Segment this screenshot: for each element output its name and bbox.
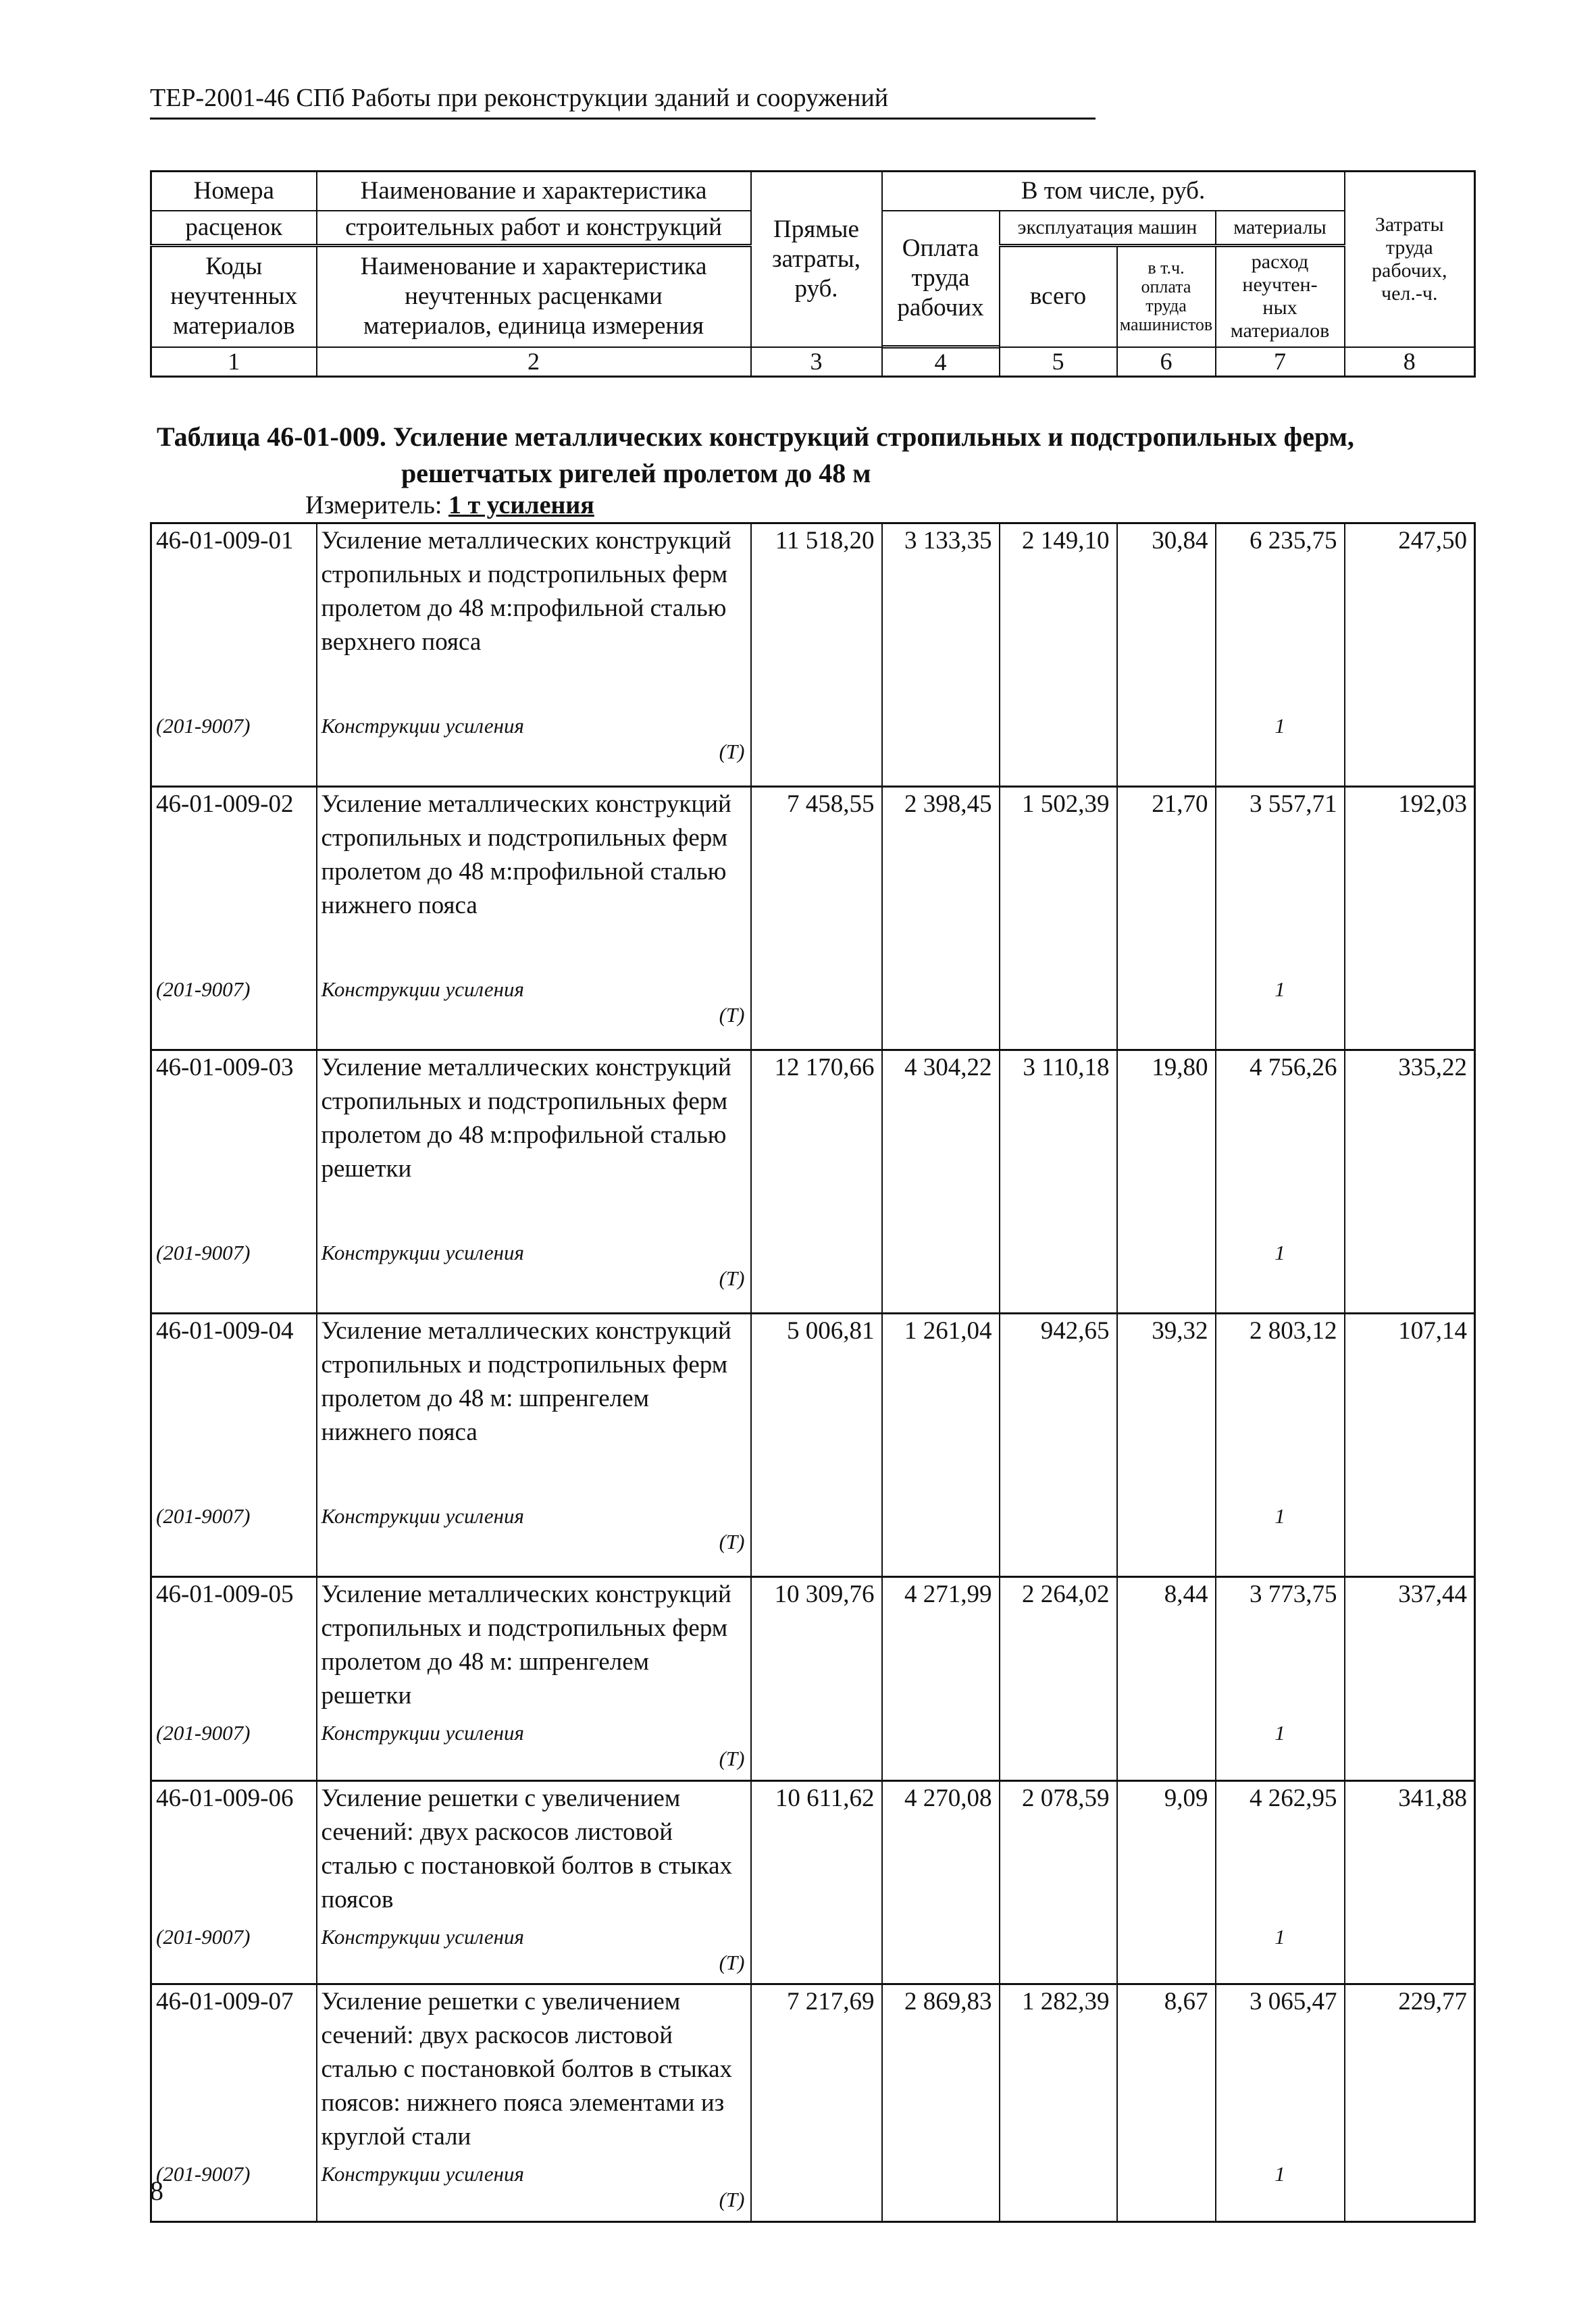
header-direct-costs: Прямые затраты, руб. — [751, 172, 882, 347]
labor-hours: 335,22 — [1345, 1050, 1475, 1212]
material-row — [151, 2154, 1475, 2188]
description-line: стропильных и подстропильных ферм — [321, 1087, 728, 1115]
rate-description — [317, 1314, 751, 1476]
empty-cell — [1000, 1951, 1117, 1984]
material-unit: (Т) — [317, 1530, 751, 1577]
material-row — [151, 1476, 1475, 1530]
labor-pay: 2 869,83 — [882, 1984, 1000, 2155]
column-number: 6 — [1117, 347, 1216, 377]
material-unit-row — [151, 1266, 1475, 1314]
material-name: Конструкции усиления — [317, 949, 751, 1003]
material-name: Конструкции усиления — [317, 1212, 751, 1266]
material-quantity: 1 — [1216, 949, 1345, 1003]
description-line: поясов: нижнего пояса элементами из — [321, 2089, 725, 2117]
rate-code: 46-01-009-01 — [151, 523, 317, 686]
labor-pay: 2 398,45 — [882, 787, 1000, 949]
machines-total: 2 078,59 — [1000, 1780, 1117, 1917]
rate-code: 46-01-009-02 — [151, 787, 317, 949]
direct-costs: 7 217,69 — [751, 1984, 882, 2155]
description-line: сечений: двух раскосов листовой — [321, 2022, 673, 2049]
material-code: (201-9007) — [151, 1713, 317, 1747]
material-unit-row — [151, 2188, 1475, 2221]
empty-cell — [151, 1003, 317, 1050]
empty-cell — [751, 1747, 882, 1780]
material-unit: (Т) — [317, 1266, 751, 1314]
labor-hours: 247,50 — [1345, 523, 1475, 686]
empty-cell — [751, 1713, 882, 1747]
material-quantity: 1 — [1216, 1212, 1345, 1266]
description-line: круглой стали — [321, 2123, 471, 2151]
rate-code: 46-01-009-07 — [151, 1984, 317, 2155]
empty-cell — [1000, 1003, 1117, 1050]
rate-description — [317, 523, 751, 686]
section-title — [157, 419, 1508, 492]
description-line: нижнего пояса — [321, 1418, 478, 1446]
empty-cell — [1345, 949, 1475, 1003]
materials-cost: 6 235,75 — [1216, 523, 1345, 686]
empty-cell — [1345, 1212, 1475, 1266]
rate-code: 46-01-009-05 — [151, 1577, 317, 1714]
rate-code: 46-01-009-06 — [151, 1780, 317, 1917]
material-unit: (Т) — [317, 2188, 751, 2221]
header-unaccounted-materials: расход неучтен- ных материалов — [1216, 246, 1345, 347]
header-including: В том числе, руб. — [882, 172, 1345, 211]
material-code: (201-9007) — [151, 949, 317, 1003]
empty-cell — [751, 1917, 882, 1951]
empty-cell — [151, 2188, 317, 2221]
machines-total: 3 110,18 — [1000, 1050, 1117, 1212]
material-quantity: 1 — [1216, 1476, 1345, 1530]
description-line: стропильных и подстропильных ферм — [321, 561, 728, 588]
machinist-pay: 8,67 — [1117, 1984, 1216, 2155]
rate-code: 46-01-009-04 — [151, 1314, 317, 1476]
description-line: Усиление металлических конструкций — [321, 1580, 731, 1608]
description-line: решетки — [321, 1155, 412, 1183]
empty-cell — [1000, 1917, 1117, 1951]
description-line: решетки — [321, 1682, 412, 1709]
empty-cell — [1216, 2188, 1345, 2221]
empty-cell — [1000, 1713, 1117, 1747]
header-material-codes: Коды неучтенных материалов — [151, 246, 317, 347]
empty-cell — [1117, 686, 1216, 740]
direct-costs: 7 458,55 — [751, 787, 882, 949]
description-line: стропильных и подстропильных ферм — [321, 1614, 728, 1642]
description-line: сталью с постановкой болтов в стыках — [321, 1851, 733, 1880]
material-code: (201-9007) — [151, 2154, 317, 2188]
empty-cell — [1345, 1917, 1475, 1951]
empty-cell — [1345, 1951, 1475, 1984]
description-line: пролетом до 48 м: шпренгелем — [321, 1648, 650, 1676]
labor-hours: 107,14 — [1345, 1314, 1475, 1476]
material-name: Конструкции усиления — [317, 1917, 751, 1951]
material-unit: (Т) — [317, 740, 751, 787]
column-number-row — [151, 347, 1475, 377]
material-quantity: 1 — [1216, 1917, 1345, 1951]
description-line: пролетом до 48 м: шпренгелем — [321, 1385, 650, 1412]
material-row — [151, 1212, 1475, 1266]
material-unit-row — [151, 1951, 1475, 1984]
section-title-line2: решетчатых ригелей пролетом до 48 м — [401, 458, 871, 488]
empty-cell — [151, 740, 317, 787]
rate-row — [151, 1984, 1475, 2155]
column-number: 8 — [1345, 347, 1475, 377]
header-rate-numbers-2: расценок — [151, 211, 317, 246]
empty-cell — [1117, 1476, 1216, 1530]
material-row — [151, 1917, 1475, 1951]
measure-unit: Измеритель: 1 т усиления — [305, 491, 594, 519]
empty-cell — [751, 1266, 882, 1314]
empty-cell — [882, 1476, 1000, 1530]
material-row — [151, 1713, 1475, 1747]
empty-cell — [151, 1266, 317, 1314]
header-work-name-2: строительных работ и конструкций — [317, 211, 751, 246]
column-number: 2 — [317, 347, 751, 377]
machines-total: 2 264,02 — [1000, 1577, 1117, 1714]
header-material-names: Наименование и характеристика неучтенных расценками материалов, единица измерения — [317, 246, 751, 347]
rates-table — [150, 522, 1476, 2223]
empty-cell — [751, 1530, 882, 1577]
material-unit-row — [151, 1530, 1475, 1577]
description-line: верхнего пояса — [321, 628, 482, 656]
empty-cell — [1117, 1530, 1216, 1577]
empty-cell — [882, 2188, 1000, 2221]
rate-row — [151, 1780, 1475, 1917]
direct-costs: 10 611,62 — [751, 1780, 882, 1917]
description-line: Усиление решетки с увеличением — [321, 1784, 681, 1812]
description-line: пролетом до 48 м:профильной сталью — [321, 594, 727, 622]
empty-cell — [1117, 1917, 1216, 1951]
direct-costs: 5 006,81 — [751, 1314, 882, 1476]
empty-cell — [1000, 1266, 1117, 1314]
description-line: Усиление решетки с увеличением — [321, 1988, 681, 2015]
materials-cost: 4 262,95 — [1216, 1780, 1345, 1917]
empty-cell — [751, 740, 882, 787]
rate-row — [151, 523, 1475, 686]
rate-description — [317, 787, 751, 949]
empty-cell — [1000, 686, 1117, 740]
empty-cell — [1117, 2188, 1216, 2221]
material-unit-row — [151, 1747, 1475, 1780]
column-number: 1 — [151, 347, 317, 377]
empty-cell — [1117, 1266, 1216, 1314]
rate-description — [317, 1050, 751, 1212]
material-unit: (Т) — [317, 1003, 751, 1050]
empty-cell — [1345, 1266, 1475, 1314]
empty-cell — [882, 949, 1000, 1003]
column-number: 3 — [751, 347, 882, 377]
rate-row — [151, 1050, 1475, 1212]
empty-cell — [1345, 2154, 1475, 2188]
empty-cell — [1345, 1713, 1475, 1747]
material-row — [151, 949, 1475, 1003]
material-code: (201-9007) — [151, 1476, 317, 1530]
empty-cell — [151, 1747, 317, 1780]
description-line: нижнего пояса — [321, 892, 478, 919]
empty-cell — [1345, 1476, 1475, 1530]
machinist-pay: 19,80 — [1117, 1050, 1216, 1212]
machinist-pay: 30,84 — [1117, 523, 1216, 686]
direct-costs: 12 170,66 — [751, 1050, 882, 1212]
labor-pay: 1 261,04 — [882, 1314, 1000, 1476]
empty-cell — [1216, 740, 1345, 787]
machinist-pay: 39,32 — [1117, 1314, 1216, 1476]
empty-cell — [882, 740, 1000, 787]
material-row — [151, 686, 1475, 740]
empty-cell — [1345, 1747, 1475, 1780]
empty-cell — [882, 1713, 1000, 1747]
empty-cell — [151, 1951, 317, 1984]
header-machinist-pay: в т.ч. оплата труда машинистов — [1117, 246, 1216, 347]
machines-total: 2 149,10 — [1000, 523, 1117, 686]
material-quantity: 1 — [1216, 2154, 1345, 2188]
empty-cell — [1216, 1003, 1345, 1050]
column-header-table — [150, 170, 1476, 378]
material-name: Конструкции усиления — [317, 1713, 751, 1747]
material-name: Конструкции усиления — [317, 2154, 751, 2188]
empty-cell — [1117, 1747, 1216, 1780]
empty-cell — [1117, 1003, 1216, 1050]
description-line: Усиление металлических конструкций — [321, 790, 731, 818]
machines-total: 1 502,39 — [1000, 787, 1117, 949]
material-code: (201-9007) — [151, 686, 317, 740]
rate-row — [151, 1577, 1475, 1714]
labor-pay: 3 133,35 — [882, 523, 1000, 686]
rate-description — [317, 1577, 751, 1714]
empty-cell — [882, 1530, 1000, 1577]
header-labor-costs: Затраты труда рабочих, чел.-ч. — [1345, 172, 1475, 347]
empty-cell — [1000, 1530, 1117, 1577]
empty-cell — [1216, 1951, 1345, 1984]
material-code: (201-9007) — [151, 1917, 317, 1951]
labor-hours: 192,03 — [1345, 787, 1475, 949]
header-rate-numbers: Номера — [151, 172, 317, 211]
empty-cell — [1000, 2188, 1117, 2221]
materials-cost: 3 065,47 — [1216, 1984, 1345, 2155]
machines-total: 942,65 — [1000, 1314, 1117, 1476]
empty-cell — [751, 1951, 882, 1984]
rate-code: 46-01-009-03 — [151, 1050, 317, 1212]
rate-description — [317, 1984, 751, 2155]
material-code: (201-9007) — [151, 1212, 317, 1266]
empty-cell — [1000, 1212, 1117, 1266]
empty-cell — [751, 949, 882, 1003]
empty-cell — [751, 2188, 882, 2221]
empty-cell — [882, 2154, 1000, 2188]
materials-cost: 4 756,26 — [1216, 1050, 1345, 1212]
page-number: 8 — [150, 2176, 163, 2206]
labor-hours: 341,88 — [1345, 1780, 1475, 1917]
empty-cell — [1117, 1951, 1216, 1984]
column-number: 5 — [1000, 347, 1117, 377]
empty-cell — [1000, 1476, 1117, 1530]
empty-cell — [1000, 740, 1117, 787]
description-line: Усиление металлических конструкций — [321, 527, 731, 555]
empty-cell — [1000, 949, 1117, 1003]
empty-cell — [1000, 1747, 1117, 1780]
description-line: пролетом до 48 м:профильной сталью — [321, 858, 727, 885]
empty-cell — [882, 1951, 1000, 1984]
empty-cell — [1216, 1530, 1345, 1577]
header-materials: материалы — [1216, 211, 1345, 246]
empty-cell — [882, 1747, 1000, 1780]
description-line: пролетом до 48 м:профильной сталью — [321, 1121, 727, 1149]
description-line: Усиление металлических конструкций — [321, 1317, 731, 1345]
header-machines-total: всего — [1000, 246, 1117, 347]
empty-cell — [882, 1003, 1000, 1050]
page-header: ТЕР-2001-46 СПб Работы при реконструкции зданий и сооружений — [150, 81, 1096, 120]
description-line: стропильных и подстропильных ферм — [321, 1351, 728, 1379]
empty-cell — [882, 1212, 1000, 1266]
material-unit: (Т) — [317, 1951, 751, 1984]
labor-hours: 337,44 — [1345, 1577, 1475, 1714]
empty-cell — [1345, 1530, 1475, 1577]
empty-cell — [751, 1003, 882, 1050]
empty-cell — [1216, 1747, 1345, 1780]
machinist-pay: 21,70 — [1117, 787, 1216, 949]
labor-hours: 229,77 — [1345, 1984, 1475, 2155]
description-line: стропильных и подстропильных ферм — [321, 824, 728, 852]
empty-cell — [882, 1266, 1000, 1314]
empty-cell — [751, 1476, 882, 1530]
rate-row — [151, 1314, 1475, 1476]
empty-cell — [882, 1917, 1000, 1951]
empty-cell — [1117, 740, 1216, 787]
machinist-pay: 8,44 — [1117, 1577, 1216, 1714]
empty-cell — [751, 1212, 882, 1266]
empty-cell — [1117, 949, 1216, 1003]
direct-costs: 10 309,76 — [751, 1577, 882, 1714]
empty-cell — [1117, 1713, 1216, 1747]
header-labor-pay: Оплата труда рабочих — [882, 211, 1000, 347]
empty-cell — [1345, 1003, 1475, 1050]
empty-cell — [1000, 2154, 1117, 2188]
materials-cost: 3 557,71 — [1216, 787, 1345, 949]
machinist-pay: 9,09 — [1117, 1780, 1216, 1917]
empty-cell — [151, 1530, 317, 1577]
description-line: сталью с постановкой болтов в стыках — [321, 2055, 733, 2083]
material-name: Конструкции усиления — [317, 686, 751, 740]
description-line: поясов — [321, 1885, 394, 1913]
description-line: Усиление металлических конструкций — [321, 1054, 731, 1081]
header-machine-operation: эксплуатация машин — [1000, 211, 1216, 246]
material-unit: (Т) — [317, 1747, 751, 1780]
column-number: 7 — [1216, 347, 1345, 377]
material-quantity: 1 — [1216, 686, 1345, 740]
direct-costs: 11 518,20 — [751, 523, 882, 686]
empty-cell — [751, 2154, 882, 2188]
material-quantity: 1 — [1216, 1713, 1345, 1747]
column-number: 4 — [882, 347, 1000, 377]
empty-cell — [882, 686, 1000, 740]
materials-cost: 3 773,75 — [1216, 1577, 1345, 1714]
empty-cell — [751, 686, 882, 740]
material-name: Конструкции усиления — [317, 1476, 751, 1530]
materials-cost: 2 803,12 — [1216, 1314, 1345, 1476]
rate-row — [151, 787, 1475, 949]
header-work-name: Наименование и характеристика — [317, 172, 751, 211]
labor-pay: 4 271,99 — [882, 1577, 1000, 1714]
empty-cell — [1345, 686, 1475, 740]
section-title-line1: Таблица 46-01-009. Усиление металлических конструкций стропильных и подстропильных ферм, — [157, 421, 1354, 452]
machines-total: 1 282,39 — [1000, 1984, 1117, 2155]
empty-cell — [1216, 1266, 1345, 1314]
rate-description — [317, 1780, 751, 1917]
empty-cell — [1117, 2154, 1216, 2188]
empty-cell — [1345, 740, 1475, 787]
empty-cell — [1345, 2188, 1475, 2221]
description-line: сечений: двух раскосов листовой — [321, 1818, 673, 1846]
labor-pay: 4 304,22 — [882, 1050, 1000, 1212]
empty-cell — [1117, 1212, 1216, 1266]
material-unit-row — [151, 740, 1475, 787]
labor-pay: 4 270,08 — [882, 1780, 1000, 1917]
material-unit-row — [151, 1003, 1475, 1050]
